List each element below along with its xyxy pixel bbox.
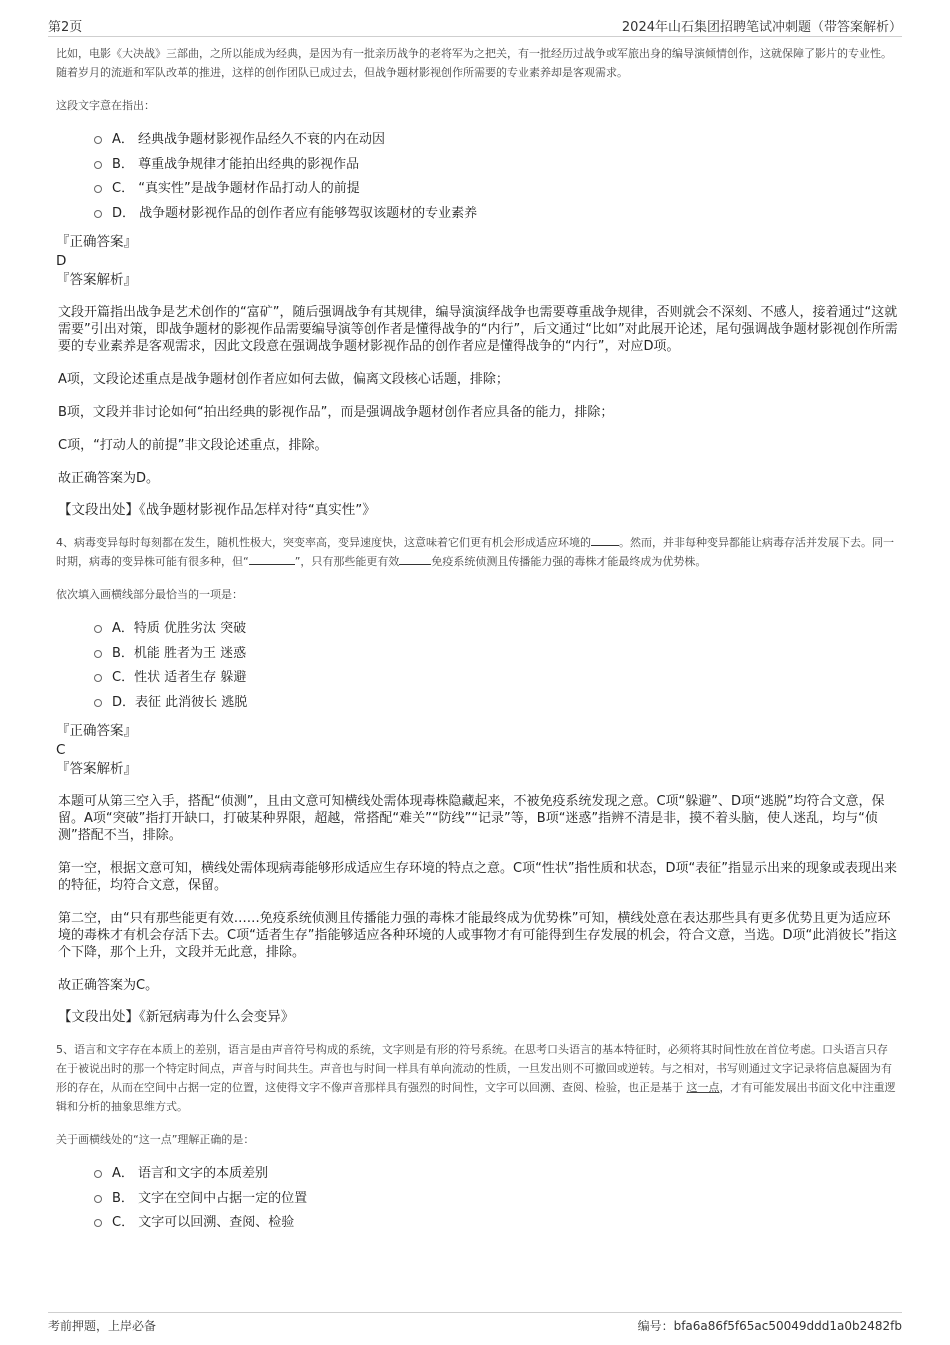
q3-answer-label: 『正确答案』: [56, 234, 137, 250]
q3-analysis-paragraph: C项，“打动人的前提”非文段论述重点，排除。: [58, 438, 328, 453]
underlined-phrase: 这一点: [686, 1081, 720, 1094]
page-content: [56, 44, 898, 1242]
q3-option-c[interactable]: C． “真实性”是战争题材作品打动人的前提: [56, 177, 898, 202]
q4-source: 【文段出处】《新冠病毒为什么会变异》: [58, 1009, 295, 1025]
q3-analysis-paragraph: 文段开篇指出战争是艺术创作的“富矿”，随后强调战争有其规律，编导演演绎战争也需要尊重战争规律，否则就会不深刻、不感人，接着通过“这就需要”引出对策，即战争题材的影视作品需要编导演等创作者是懂得战争的“内行”，后文通过“比如”对此展开论述，尾句强调战争题材影视创作所需要的专业素养是客观需求，因此文段意在强调战争题材影视作品的创作者应是懂得战争的“内行”，对应D项。: [58, 305, 898, 354]
footer-slogan: 考前押题，上岸必备: [48, 1319, 157, 1333]
q3-option-b[interactable]: B． 尊重战争规律才能拍出经典的影视作品: [56, 153, 898, 178]
q5-options: [56, 1162, 898, 1236]
radio-icon[interactable]: [94, 625, 102, 633]
document-id: 编号：bfa6a86f5f65ac50049ddd1a0b2482fb: [637, 1319, 902, 1333]
q4-options: [56, 617, 898, 715]
q3-passage: 比如，电影《大决战》三部曲，之所以能成为经典，是因为有一批亲历战争的老将军为之把关，有一批经历过战争或军旅出身的编导演倾情创作，这就保障了影片的专业性。随着岁月的流逝和军队改革的推进，这样的创作团队已成过去，但战争题材影视创作所需要的专业素养却是客观需求。: [56, 47, 892, 79]
fill-blank[interactable]: [591, 533, 619, 546]
q4-question: 依次填入画横线部分最恰当的一项是：: [56, 588, 243, 601]
q3-analysis-paragraph: A项，文段论述重点是战争题材创作者应如何去做，偏离文段核心话题，排除；: [58, 372, 509, 387]
q3-source: 【文段出处】《战争题材影视作品怎样对待“真实性”》: [58, 502, 376, 518]
q3-analysis-paragraph: B项，文段并非讨论如何“拍出经典的影视作品”，而是强调战争题材创作者应具备的能力，排除；: [58, 405, 614, 420]
radio-icon[interactable]: [94, 674, 102, 682]
q3-option-a[interactable]: A． 经典战争题材影视作品经久不衰的内在动因: [56, 128, 898, 153]
q4-answer: C: [56, 742, 66, 758]
q4-option-c[interactable]: C．性状 适者生存 躲避: [56, 666, 898, 691]
q4-option-a[interactable]: A．特质 优胜劣汰 突破: [56, 617, 898, 642]
page-header: [48, 10, 902, 37]
q4-answer-label: 『正确答案』: [56, 723, 137, 739]
q5-option-a[interactable]: A． 语言和文字的本质差别: [56, 1162, 898, 1187]
q5-option-c[interactable]: C． 文字可以回溯、查阅、检验: [56, 1211, 898, 1236]
q5-question: 关于画横线处的“这一点”理解正确的是：: [56, 1133, 255, 1146]
page-footer: [48, 1312, 902, 1333]
radio-icon[interactable]: [94, 161, 102, 169]
radio-icon[interactable]: [94, 699, 102, 707]
q5-option-b[interactable]: B． 文字在空间中占据一定的位置: [56, 1187, 898, 1212]
q5-passage: 5、语言和文字存在本质上的差别，语言是由声音符号构成的系统，文字则是有形的符号系统。在思考口头语言的基本特征时，必须将其时间性放在首位考虑。口头语言只存在于被说出时的那一个特定时间点，声音与时间共生。声音也与时间一样具有单向流动的性质，一旦发出则不可撤回或逆转。与之相对，书写则通过文字记录将信息凝固为有形的存在，从而在空间中占据一定的位置，这使得文字不像声音那样具有强烈的时间性，文字可以回溯、查阅、检验，也正是基于 这一点，才有可能发展出书面文化中注重逻辑和分析的抽象思维方式。: [56, 1043, 896, 1113]
radio-icon[interactable]: [94, 1170, 102, 1178]
page-number: 第2页: [48, 20, 83, 35]
q4-analysis-paragraph: 第二空，由“只有那些能更有效……免疫系统侦测且传播能力强的毒株才能最终成为优势株”可知，横线处意在表达那些具有更多优势且更为适应环境的毒株才有机会存活下去。C项“适者生存”指能够适应各种环境的人或事物才有可能得到生存发展的机会，符合文意，当选。D项“此消彼长”指这个下降，那个上升，文段并无此意，排除。: [58, 911, 898, 960]
document-title: 2024年山石集团招聘笔试冲刺题（带答案解析）: [621, 20, 902, 35]
radio-icon[interactable]: [94, 650, 102, 658]
q3-option-d[interactable]: D． 战争题材影视作品的创作者应有能够驾驭该题材的专业素养: [56, 202, 898, 227]
q3-question: 这段文字意在指出：: [56, 99, 155, 112]
q4-analysis-paragraph: 故正确答案为C。: [58, 978, 159, 993]
radio-icon[interactable]: [94, 185, 102, 193]
radio-icon[interactable]: [94, 136, 102, 144]
q4-passage: 4、病毒变异每时每刻都在发生，随机性极大，突变率高，变异速度快，这意味着它们更有机会形成适应环境的 。然而，并非每种变异都能让病毒存活并发展下去。同一时期，病毒的变异株可能有很多种，但“ ”，只有那些能更有效 免疫系统侦测且传播能力强的毒株才能最终成为优势株。: [56, 533, 898, 571]
radio-icon[interactable]: [94, 1195, 102, 1203]
fill-blank[interactable]: [399, 552, 431, 565]
fill-blank[interactable]: [249, 552, 295, 565]
q3-answer: D: [56, 253, 67, 269]
q3-analysis-label: 『答案解析』: [56, 272, 137, 288]
radio-icon[interactable]: [94, 1219, 102, 1227]
q4-analysis-paragraph: 第一空，根据文意可知，横线处需体现病毒能够形成适应生存环境的特点之意。C项“性状”指性质和状态，D项“表征”指显示出来的现象或表现出来的特征，均符合文意，保留。: [58, 861, 898, 893]
q3-options: [56, 128, 898, 226]
q4-analysis-label: 『答案解析』: [56, 761, 137, 777]
q4-option-b[interactable]: B．机能 胜者为王 迷惑: [56, 642, 898, 667]
q3-analysis-paragraph: 故正确答案为D。: [58, 471, 160, 486]
q4-option-d[interactable]: D．表征 此消彼长 逃脱: [56, 691, 898, 716]
q4-analysis-paragraph: 本题可从第三空入手，搭配“侦测”，且由文意可知横线处需体现毒株隐藏起来，不被免疫系统发现之意。C项“躲避”、D项“逃脱”均符合文意，保留。A项“突破”指打开缺口，打破某种界限，超越，常搭配“难关”“防线”“记录”等，B项“迷惑”指辨不清是非，摸不着头脑，使人迷乱，均与“侦测”搭配不当，排除。: [58, 794, 885, 843]
radio-icon[interactable]: [94, 210, 102, 218]
